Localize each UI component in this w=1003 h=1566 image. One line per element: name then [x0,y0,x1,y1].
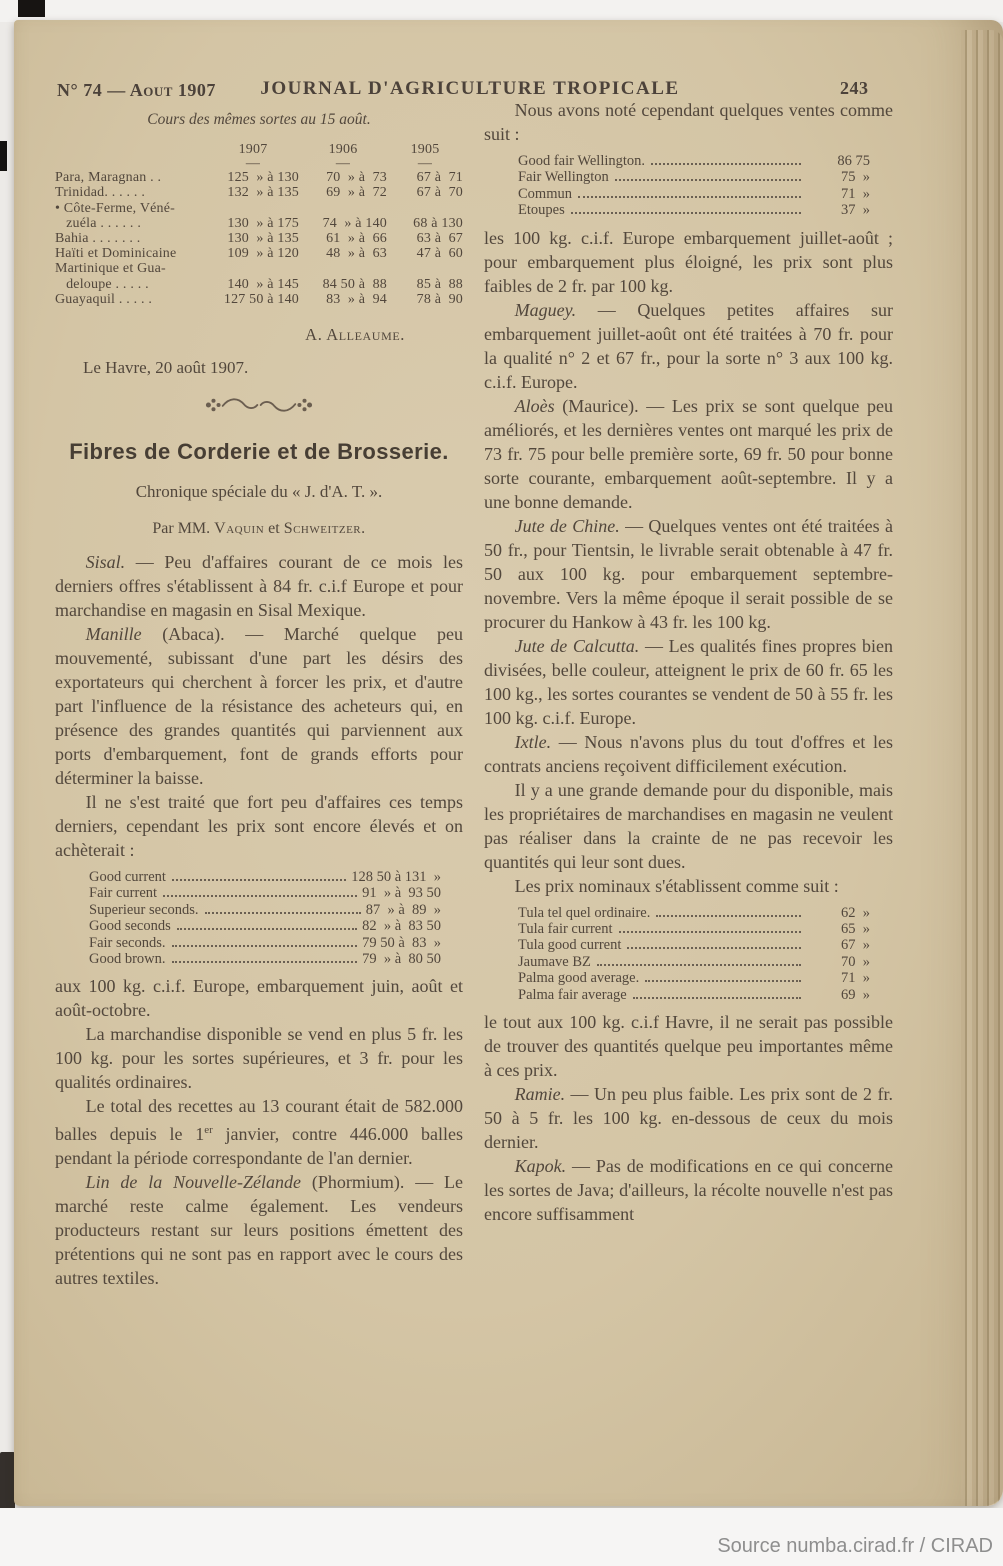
price-label: Tula fair current [518,921,613,938]
dot-leader [627,947,801,949]
price-value: 75 » [841,169,870,186]
sisal-price-list [89,869,441,967]
table-row-label: Bahia . . . . . . . [55,231,141,247]
paragraph-lead: Ramie. [514,1084,566,1105]
table-cell: 127 50 à 140 [223,291,299,307]
paragraph-lead: Aloès [514,395,555,416]
dot-leader [172,961,358,963]
paragraph-total [55,1094,463,1170]
dash: — [417,156,433,172]
table-cell [299,261,387,276]
price-value: 70 » [841,953,870,970]
paragraph-ixtle [484,730,893,778]
price-value: 79 » à 80 50 [362,951,441,968]
paragraph-nominaux: Les prix nominaux s'établissent comme suit : [514,875,839,896]
price-value: 69 » [841,986,870,1003]
byline-author: Vaquin [214,520,265,538]
dash: — [245,156,261,172]
paragraph-lead: Lin de la Nouvelle-Zélande [85,1172,302,1193]
paragraph-manille [55,622,463,790]
issue-number: N° 74 — Aout 1907 [57,80,216,100]
dot-leader [597,964,801,966]
table-cell [299,201,387,216]
dot-leader [571,212,801,214]
table-cell: 78 à 90 [416,291,463,307]
scan-edge-mark [0,141,7,171]
price-row [518,937,870,953]
book-spine-fragment [18,0,45,17]
paragraph-letout: le tout aux 100 kg. c.i.f Havre, il ne serait pas possible de trouver des quantités quelque peu importantes même à ces prix. [484,1012,893,1081]
article-title: Fibres de Corderie et de Brosserie. [69,439,449,465]
table-cell: 69 » à 72 [326,185,387,201]
table-row-label: • Côte-Ferme, Véné- [55,200,176,216]
price-label: Superieur seconds. [89,901,199,918]
footer-bar [0,1508,1003,1566]
price-value: 71 » [841,185,870,202]
price-value: 82 » à 83 50 [362,918,441,935]
paragraph-marchandise: La marchandise disponible se vend en plus 5 fr. les 100 kg. pour les sortes supérieures, et 3 fr. pour les qualités ordinaires. [55,1024,463,1093]
paragraph-text: (Maurice). — Les prix se sont quelque peu améliorés, et les dernières ventes ont marqué les prix de 73 fr. 75 pour belle première sorte, 69 fr. 50 pour bonne sorte courante, embarquement août-septembre. Il y a une bonne demande. [484,395,893,512]
year-header: 1907 [238,142,268,157]
paragraph-text: — Les qualités fines propres bien divisées, belle couleur, atteignent le prix de 60 fr. 65 les 100 kg., les sortes courantes se vendent de 50 à 55 fr. les 100 kg. c.i.f. Europe. [484,635,893,728]
table-cell: 67 à 70 [416,185,463,201]
table-row-label: Para, Maragnan . . [55,170,162,186]
dot-leader [172,879,346,881]
paragraph-traite: Il ne s'est traité que fort peu d'affaires ces temps derniers, cependant les prix sont encore élevés et on achèterait : [55,792,463,861]
table-cell: 130 » à 135 [227,231,299,247]
price-row [518,905,870,921]
table-row-label: zuéla . . . . . . [55,215,142,231]
table-row-label: Guayaquil . . . . . [55,291,153,307]
price-row [518,202,870,218]
price-value: 86 75 [837,153,870,169]
left-column [55,108,463,1290]
paragraph-lead: Jute de Calcutta. [514,635,640,656]
paragraph-jute-calcutta [484,634,893,730]
wellington-price-list [518,153,870,219]
price-row [89,902,441,918]
article-byline [55,517,463,541]
dash: — [335,156,351,172]
dot-leader [651,163,801,165]
source-credit: Source numba.cirad.fr / CIRAD [717,1535,993,1557]
price-value: 128 50 à 131 » [351,869,441,886]
dot-leader [205,912,361,914]
paragraph-ramie [484,1082,893,1154]
year-header: 1905 [410,142,440,157]
journal-page [14,20,1003,1506]
paragraph-text: (Abaca). — Marché quelque peu mouvementé, subissant d'une part les désirs des exportateurs qui cherchent à forcer les prix, et d'autre part l'influence de la résistance des acheteurs qui, en présence des grandes quantités qui parviennent aux ports d'embarquement, font de grands efforts pour déterminer la baisse. [55,624,463,789]
price-label: Good current [89,869,166,886]
paragraph-text: — Peu d'affaires courant de ce mois les derniers offres s'établissent à 84 fr. c.i.f Europe et pour marchandise en magasin en Sisal Mexique. [55,552,463,621]
dot-leader [172,945,358,947]
price-label: Etoupes [518,202,565,219]
table-cell: 85 à 88 [416,276,463,292]
price-value: 91 » à 93 50 [362,885,441,902]
ornament-divider [55,394,463,422]
superscript-er: er [204,1124,213,1137]
paragraph-demande: Il y a une grande demande pour du disponible, mais les propriétaires de marchandises en magasin ne veulent pas réaliser dans la crainte de ne pas recevoir les quantités qui leur sont dues. [484,779,893,872]
price-label: Fair current [89,885,158,902]
paragraph-text: — Quelques ventes ont été traitées à 50 fr., pour Tientsin, le livrable serait obtenable à 47 fr. 50 aux 100 kg. pour embarquement septembre-novembre. Vers la même époque il serait possible de se procurer du Hankow à 43 fr. les 100 kg. [484,515,893,632]
table-cell: 61 » à 66 [326,231,387,247]
price-value: 65 » [841,921,870,938]
price-row [89,885,441,901]
price-row [89,918,441,934]
paragraph-lin [55,1170,463,1290]
table-row-label: deloupe . . . . . [55,276,149,292]
dot-leader [619,931,802,933]
signature: A. Alleaume. [305,325,405,345]
price-label: Palma good average. [518,970,640,987]
paragraph-text: (Phormium). — Le marché reste calme également. Les vendeurs producteurs restant sur leurs positions émettent des prétentions qui ne sont pas en rapport avec le cours des autres textiles. [55,1172,464,1289]
paragraph-lead: Manille [85,624,142,645]
dot-leader [645,980,801,982]
paragraph-sisal [55,550,463,622]
paragraph-kapok [484,1154,893,1226]
table-cell [207,201,299,216]
price-label: Tula tel quel ordinaire. [518,904,651,921]
price-label: Palma fair average [518,986,627,1003]
paragraph-text: — Nous n'avons plus du tout d'offres et les contrats anciens reçoivent difficilement exécution. [484,731,893,776]
price-label: Commun [518,185,572,202]
table-cell: 70 » à 73 [326,170,387,186]
table-cell: 74 » à 140 [322,215,387,231]
table-cell: 140 » à 145 [227,276,299,292]
paragraph-lead: Kapok. [514,1156,567,1177]
price-label: Good seconds [89,918,171,935]
dot-leader [656,915,801,917]
table-cell [387,261,463,276]
table-cell [207,261,299,276]
price-value: 87 » à 89 » [365,901,441,918]
dot-leader [633,997,801,999]
dot-leader [177,928,357,930]
year-header: 1906 [328,142,358,157]
paragraph-les100: les 100 kg. c.i.f. Europe embarquement juillet-août ; pour embarquement plus éloigné, les prix sont plus faibles de 2 fr. par 100 kg. [484,227,893,296]
byline-conjunction: et [264,520,284,538]
price-row [518,153,870,169]
price-row [89,951,441,967]
paragraph-jute-chine [484,514,893,634]
price-value: 71 » [841,970,870,987]
dot-leader [615,179,801,181]
price-label: Good fair Wellington. [518,153,646,169]
price-row [518,169,870,185]
table-cell: 109 » à 120 [227,246,299,262]
table-cell: 68 à 130 [413,215,463,231]
price-row [518,970,870,986]
paragraph-lead: Sisal. [85,552,126,573]
table-cell: 125 » à 130 [227,170,299,186]
price-value: 62 » [841,904,870,921]
right-column [484,98,893,1226]
paragraph-lead: Jute de Chine. [514,515,620,536]
table-cell: 130 » à 175 [227,215,299,231]
table-cell: 48 » à 63 [326,246,387,262]
paragraph-aux100: aux 100 kg. c.i.f. Europe, embarquement juin, août et août-octobre. [55,976,463,1021]
byline-author: Schweitzer. [283,520,366,538]
scan-background-strip [0,0,1003,22]
price-row [518,954,870,970]
table-row-label: Trinidad. . . . . . [55,185,146,201]
paragraph-text: — Un peu plus faible. Les prix sont de 2 fr. 50 à 5 fr. les 100 kg. en-dessous de ceux du mois dernier. [484,1084,893,1153]
journal-title: JOURNAL D'AGRICULTURE TROPICALE [260,78,680,99]
quote-table [55,142,463,307]
price-value: 79 50 à 83 » [362,934,441,951]
price-row [89,935,441,951]
paragraph-text: janvier, contre 446.000 balles pendant la période correspondante de l'an dernier. [55,1124,463,1169]
dateline: Le Havre, 20 août 1907. [83,358,249,378]
table-row-label: Martinique et Gua- [55,261,166,277]
price-value: 67 » [841,937,870,954]
price-row [518,921,870,937]
table-cell: 63 à 67 [416,231,463,247]
paragraph-aloes [484,394,893,514]
paragraph-text: Le total des recettes au 13 courant était de 582.000 balles depuis le 1 [55,1096,463,1145]
byline-prefix: Par MM. [152,520,215,538]
price-label: Fair Wellington [518,169,609,186]
price-row [518,987,870,1003]
paragraph-lead: Ixtle. [514,731,552,752]
article-subtitle: Chronique spéciale du « J. d'A. T. ». [135,482,383,502]
paragraph-text: — Quelques petites affaires sur embarquement juillet-août ont été traitées à 70 fr. pour la qualité n° 2 et 67 fr., pour la sorte n° 3 aux 100 kg. c.i.f. Europe. [484,299,893,392]
price-row [89,869,441,885]
price-label: Tula good current [518,937,622,954]
dot-leader [163,895,357,897]
paragraph-maguey [484,298,893,394]
page-number: 243 [840,78,869,98]
table-cell: 47 à 60 [416,246,463,262]
table-row-label: Haïti et Dominicaine [55,246,177,262]
dot-leader [578,196,801,198]
table-cell: 83 » à 94 [326,291,387,307]
tula-price-list [518,905,870,1003]
table-cell: 84 50 à 88 [322,276,387,292]
table-cell: 67 à 71 [416,170,463,186]
table-cell [387,201,463,216]
paragraph-lead: Maguey. [514,299,577,320]
paragraph-text: — Pas de modifications en ce qui concerne les sortes de Java; d'ailleurs, la récolte nouvelle n'est pas encore suffisamment [484,1156,893,1225]
quote-table-caption: Cours des mêmes sortes au 15 août. [147,111,371,128]
price-value: 37 » [841,202,870,219]
table-cell: 132 » à 135 [227,185,299,201]
price-label: Good brown. [89,951,166,968]
price-label: Fair seconds. [89,934,166,951]
paragraph-intro: Nous avons noté cependant quelques ventes comme suit : [484,100,893,144]
price-row [518,186,870,202]
stacked-page-edges [961,30,1003,1506]
price-label: Jaumave BZ [518,953,591,970]
